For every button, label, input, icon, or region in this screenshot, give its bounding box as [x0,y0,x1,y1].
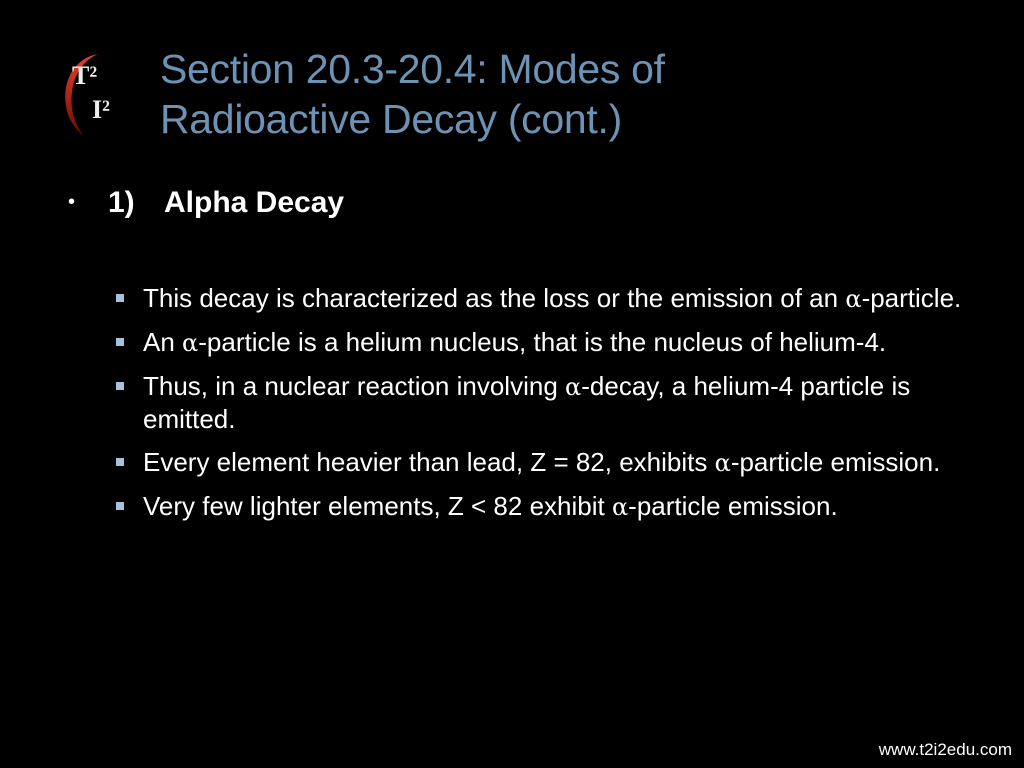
slide-title [160,44,960,144]
list-item [116,446,976,479]
list-item-text: Thus, in a nuclear reaction involving α-decay, a helium-4 particle is emitted. [143,371,911,434]
list-item-text: An α-particle is a helium nucleus, that is the nucleus of helium-4. [143,327,887,357]
list-item [116,326,976,359]
logo-text-bottom: I² [92,95,110,124]
list-item [116,282,976,315]
footer-url: www.t2i2edu.com [878,740,1012,759]
alpha-symbol: α [714,449,731,477]
slide-title-line2: Radioactive Decay (cont.) [160,96,622,142]
heading-number: 1) [108,186,135,219]
list-item [116,370,976,435]
t2i2-logo [58,48,138,138]
bullet-list [116,282,976,534]
alpha-symbol: α [565,373,582,401]
list-item-text: Very few lighter elements, Z < 82 exhibit α-particle emission. [143,491,838,521]
slide-title-line1: Section 20.3-20.4: Modes of [160,46,665,92]
alpha-symbol: α [611,493,629,521]
section-heading [68,183,344,226]
alpha-symbol: α [845,285,862,313]
alpha-symbol: α [182,329,199,357]
heading-bullet-dot: • [68,191,76,213]
logo-text-top: T² [72,61,98,90]
list-item-text: Every element heavier than lead, Z = 82, exhibits α-particle emission. [143,447,941,477]
list-item-text: This decay is characterized as the loss or the emission of an α-particle. [143,283,962,313]
list-item [116,490,976,523]
heading-label: Alpha Decay [164,186,345,219]
